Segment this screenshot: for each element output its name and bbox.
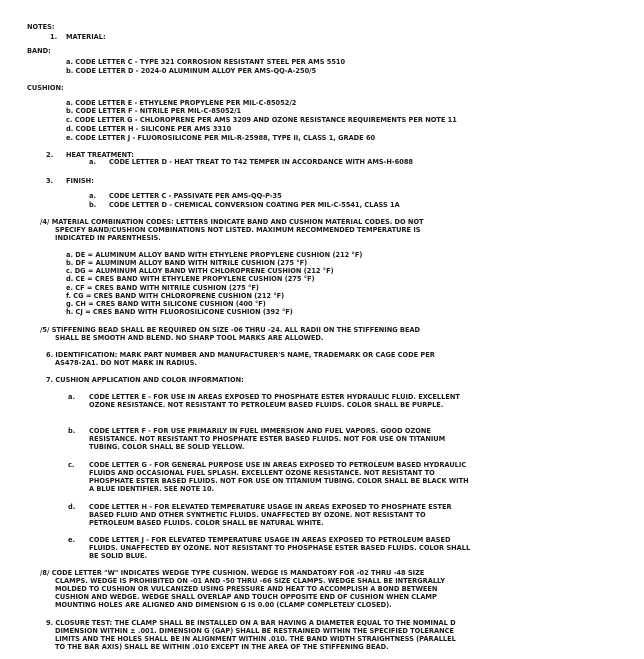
note-2-title: HEAT TREATMENT:: [66, 151, 134, 159]
note-4-item: a. DE = ALUMINUM ALLOY BAND WITH ETHYLENE PROPYLENE CUSHION (212 °F): [66, 251, 363, 259]
note-7-item-line: CODE LETTER G - FOR GENERAL PURPOSE USE IN AREAS EXPOSED TO PETROLEUM BASED HYDRAULIC: [89, 461, 467, 469]
notes-heading: NOTES:: [27, 23, 55, 31]
note-4-line: INDICATED IN PARENTHESIS.: [55, 234, 161, 242]
note-2-item-text: CODE LETTER D - HEAT TREAT TO T42 TEMPER IN ACCORDANCE WITH AMS-H-6088: [109, 158, 414, 166]
note-4-item: e. CF = CRES BAND WITH NITRILE CUSHION (275 °F): [66, 284, 259, 292]
note-3-item-letter: a.: [89, 192, 96, 200]
note-8-line: MOLDED TO CUSHION OR VULCANIZED USING PRESSURE AND HEAT TO ACCOMPLISH A BOND BETWEEN: [55, 585, 438, 593]
note-7-item-line: CODE LETTER J - FOR ELEVATED TEMPERATURE USAGE IN AREAS EXPOSED TO PETROLEUM BASED: [89, 536, 451, 544]
note-7-item-line: FLUIDS. UNAFFECTED BY OZONE. NOT RESISTANT TO PHOSPHASE ESTER BASED FLUIDS. COLOR SHALL: [89, 544, 471, 552]
note-7-item-line: PHOSPHATE ESTER BASED FLUIDS. NOT FOR USE ON TITANIUM TUBING. COLOR SHALL BE BLACK WITH: [89, 477, 469, 485]
note-4-item: d. CE = CRES BAND WITH ETHYLENE PROPYLENE CUSHION (275 °F): [66, 275, 315, 283]
cushion-heading: CUSHION:: [27, 84, 64, 92]
note-6-line: AS478-2A1. DO NOT MARK IN RADIUS.: [55, 359, 197, 367]
note-4-line: /4/ MATERIAL COMBINATION CODES: LETTERS INDICATE BAND AND CUSHION MATERIAL CODES. DO NOT: [40, 218, 424, 226]
note-5-line: SHALL BE SMOOTH AND BLEND. NO SHARP TOOL MARKS ARE ALLOWED.: [55, 334, 324, 342]
note-4-item: b. DF = ALUMINUM ALLOY BAND WITH NITRILE CUSHION (275 °F): [66, 259, 308, 267]
note-4-item: f. CG = CRES BAND WITH CHLOROPRENE CUSHION (212 °F): [66, 292, 285, 300]
note-7-item-line: BASED FLUID AND OTHER SYNTHETIC FLUIDS. UNAFFECTED BY OZONE. NOT RESISTANT TO: [89, 511, 426, 519]
note-9-line: DIMENSION WITHIN ± .001. DIMENSION G (GAP) SHALL BE RESTRAINED WITHIN THE SPECIFIED TOLERANCE: [55, 627, 454, 635]
note-3-item-text: CODE LETTER D - CHEMICAL CONVERSION COATING PER MIL-C-5541, CLASS 1A: [109, 201, 400, 209]
cushion-item: d. CODE LETTER H - SILICONE PER AMS 3310: [66, 125, 232, 133]
note-4-line: SPECIFY BAND/CUSHION COMBINATIONS NOT LISTED. MAXIMUM RECOMMENDED TEMPERATURE IS: [55, 226, 421, 234]
note-6-line: 6. IDENTIFICATION: MARK PART NUMBER AND MANUFACTURER'S NAME, TRADEMARK OR CAGE CODE PER: [46, 351, 435, 359]
note-9-line: TO THE BAR AXIS) SHALL BE WITHIN .010 EXCEPT IN THE AREA OF THE STIFFENING BEAD.: [55, 643, 389, 651]
note-7-item-line: RESISTANCE. NOT RESISTANT TO PHOSPHATE ESTER BASED FLUIDS. NOT FOR USE ON TITANIUM: [89, 435, 446, 443]
note-3-number: 3.: [46, 177, 54, 185]
note-3-item-text: CODE LETTER C - PASSIVATE PER AMS-QQ-P-35: [109, 192, 282, 200]
note-7-item-line: BE SOLID BLUE.: [89, 552, 147, 560]
cushion-item: a. CODE LETTER E - ETHYLENE PROPYLENE PER MIL-C-85052/2: [66, 99, 297, 107]
band-heading: BAND:: [27, 47, 51, 55]
band-item: b. CODE LETTER D - 2024-0 ALUMINUM ALLOY PER AMS-QQ-A-250/5: [66, 67, 317, 75]
note-9-line: LIMITS AND THE HOLES SHALL BE IN ALIGNMENT WITHIN .010. THE BAND WIDTH STRAIGHTNESS (PARALLEL: [55, 635, 456, 643]
note-7-item-letter: d.: [68, 503, 76, 511]
note-7-title: 7. CUSHION APPLICATION AND COLOR INFORMATION:: [46, 376, 244, 384]
note-7-item-letter: e.: [68, 536, 75, 544]
note-3-title: FINISH:: [66, 177, 94, 185]
note-4-item: h. CJ = CRES BAND WITH FLUOROSILICONE CUSHION (392 °F): [66, 308, 293, 316]
note-7-item-line: CODE LETTER F - FOR USE PRIMARILY IN FUEL IMMERSION AND FUEL VAPORS. GOOD OZONE: [89, 427, 431, 435]
note-8-line: /8/ CODE LETTER "W" INDICATES WEDGE TYPE CUSHION. WEDGE IS MANDATORY FOR -02 THRU -48 SIZE: [40, 569, 425, 577]
note-2-item-letter: a.: [89, 158, 96, 166]
note-7-item-letter: a.: [68, 393, 75, 401]
note-2-number: 2.: [46, 151, 54, 159]
note-7-item-line: OZONE RESISTANCE. NOT RESISTANT TO PETROLEUM BASED FLUIDS. COLOR SHALL BE PURPLE.: [89, 401, 444, 409]
note-4-item: g. CH = CRES BAND WITH SILICONE CUSHION (400 °F): [66, 300, 266, 308]
note-4-item: c. DG = ALUMINUM ALLOY BAND WITH CHLOROPRENE CUSHION (212 °F): [66, 267, 334, 275]
cushion-item: e. CODE LETTER J - FLUOROSILICONE PER MIL-R-25988, TYPE II, CLASS 1, GRADE 60: [66, 134, 376, 142]
note-9-line: 9. CLOSURE TEST: THE CLAMP SHALL BE INSTALLED ON A BAR HAVING A DIAMETER EQUAL TO THE NOMINAL D: [46, 619, 456, 627]
note-7-item-line: PETROLEUM BASED FLUIDS. COLOR SHALL BE NATURAL WHITE.: [89, 519, 324, 527]
note-1-title: MATERIAL:: [66, 33, 106, 41]
note-7-item-line: A BLUE IDENTIFIER. SEE NOTE 10.: [89, 485, 215, 493]
cushion-item: b. CODE LETTER F - NITRILE PER MIL-C-85052/1: [66, 107, 242, 115]
note-7-item-line: TUBING. COLOR SHALL BE SOLID YELLOW.: [89, 443, 245, 451]
note-5-line: /5/ STIFFENING BEAD SHALL BE REQUIRED ON SIZE -06 THRU -24. ALL RADII ON THE STIFFENING BEAD: [40, 326, 421, 334]
note-7-item-letter: b.: [68, 427, 76, 435]
cushion-item: c. CODE LETTER G - CHLOROPRENE PER AMS 3209 AND OZONE RESISTANCE REQUIREMENTS PER NOTE 11: [66, 116, 457, 124]
note-7-item-line: FLUIDS AND OCCASIONAL FUEL SPLASH. EXCELLENT OZONE RESISTANCE. NOT RESISTANT TO: [89, 469, 435, 477]
note-1-number: 1.: [50, 33, 58, 41]
note-8-line: CUSHION AND WEDGE. WEDGE SHALL OVERLAP AND TOUCH OPPOSITE END OF CUSHION WHEN CLAMP: [55, 593, 437, 601]
note-7-item-letter: c.: [68, 461, 75, 469]
note-7-item-line: CODE LETTER E - FOR USE IN AREAS EXPOSED TO PHOSPHATE ESTER HYDRAULIC FLUID. EXCELLENT: [89, 393, 460, 401]
note-3-item-letter: b.: [89, 201, 97, 209]
band-item: a. CODE LETTER C - TYPE 321 CORROSION RESISTANT STEEL PER AMS 5510: [66, 58, 346, 66]
note-8-line: MOUNTING HOLES ARE ALIGNED AND DIMENSION G IS 0.00 (CLAMP COMPLETELY CLOSED).: [55, 601, 392, 609]
note-8-line: CLAMPS. WEDGE IS PROHIBITED ON -01 AND -50 THRU -66 SIZE CLAMPS. WEDGE SHALL BE INTERGRALLY: [55, 577, 445, 585]
note-7-item-line: CODE LETTER H - FOR ELEVATED TEMPERATURE USAGE IN AREAS EXPOSED TO PHOSPHATE ESTER: [89, 503, 452, 511]
